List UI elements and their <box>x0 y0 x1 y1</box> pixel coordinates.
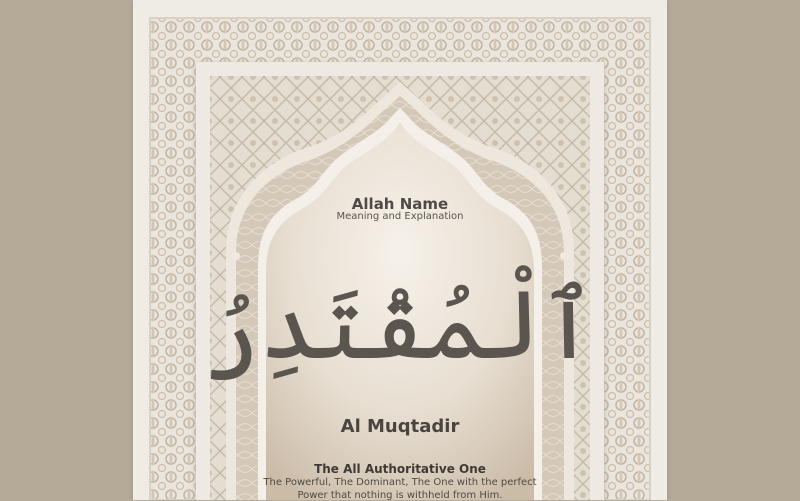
page-subtitle: Meaning and Explanation <box>336 211 464 222</box>
meaning-line: Power that nothing is withheld from Him. <box>297 490 503 501</box>
page-title: Allah Name <box>351 195 449 213</box>
transliterated-name: Al Muqtadir <box>340 416 460 437</box>
meaning-heading: The All Authoritative One <box>314 462 486 476</box>
meaning-line: The Powerful, The Dominant, The One with the perfect <box>263 477 537 488</box>
arabic-calligraphy: ٱلْمُقْتَدِرُ <box>203 269 597 381</box>
